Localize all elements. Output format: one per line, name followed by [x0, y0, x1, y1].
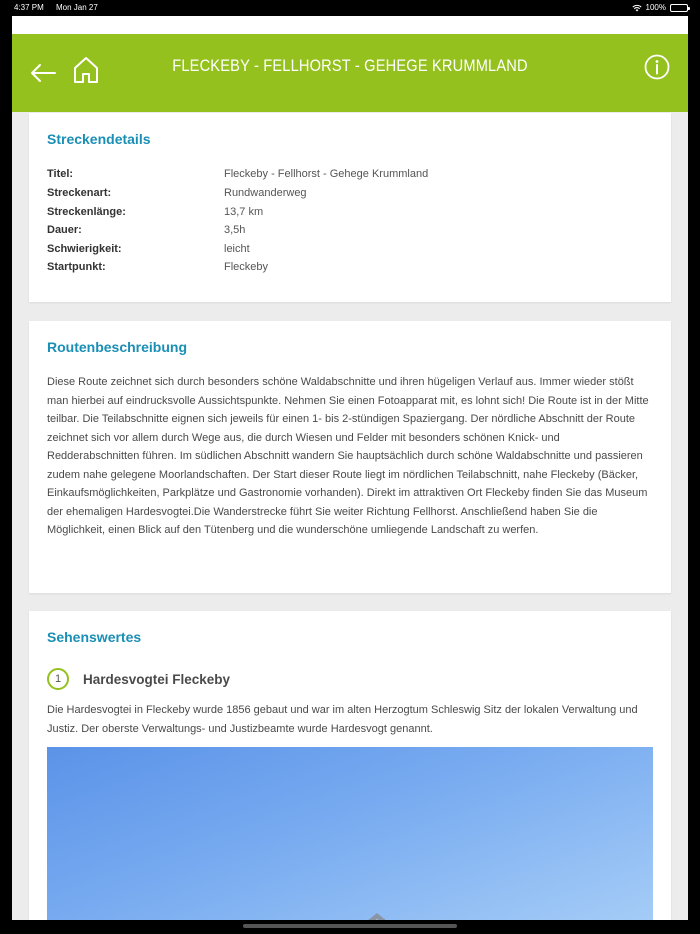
status-right: [632, 3, 688, 12]
detail-value: Fleckeby: [224, 261, 269, 273]
status-bar: [0, 0, 700, 16]
detail-label: Schwierigkeit:: [47, 243, 122, 255]
page-title: FLECKEBY - FELLHORST - GEHEGE KRUMMLAND: [172, 56, 528, 75]
status-date: Mon Jan 27: [56, 3, 98, 12]
detail-value: Rundwanderweg: [224, 187, 307, 199]
poi-photo[interactable]: [47, 747, 653, 920]
battery-icon: [670, 4, 688, 12]
app-screen: [12, 16, 688, 920]
home-icon[interactable]: [72, 55, 100, 85]
building-roof: [355, 909, 399, 920]
detail-label: Streckenlänge:: [47, 206, 126, 218]
app-header: [12, 34, 688, 112]
arrow-left-icon[interactable]: [28, 59, 58, 87]
route-heading: Routenbeschreibung: [47, 339, 188, 355]
detail-label: Streckenart:: [47, 187, 112, 199]
detail-label: Startpunkt:: [47, 261, 106, 273]
detail-value: 3,5h: [224, 224, 246, 236]
sights-heading: Sehenswertes: [47, 629, 142, 645]
detail-value: 13,7 km: [224, 206, 264, 218]
home-indicator[interactable]: [243, 924, 457, 928]
route-description: Diese Route zeichnet sich durch besonders schöne Waldabschnitte und ihren hügeligen Verlauf aus. Immer wieder stößt man hierbei auf eindrucksvolle Aussichtspunkte. Nehmen Sie einen Fotoapparat mit, es lohnt sich! Die Route ist in der Mitte teilbar. Die Teilabschnitte eignen sich jeweils für einen 1- bis 2-stündigen Spaziergang. Der nördliche Abschnitt der Route zeichnet sich vor allem durch Wege aus, die durch Wiesen und Felder mit besonders schönen Knick- und Redderabschnitten führen. Im südlichen Abschnitt wandern Sie hauptsächlich durch schöne Waldabschnitte und passieren zudem nahe gelegene Moorlandschaften. Der Start dieser Route liegt im nördlichen Teilabschnitt, nahe Fleckeby (Bäcker, Einkaufsmöglichkeiten, Parkplätze und Gastronomie vorhanden). Direkt im attraktiven Ort Fleckeby finden Sie das Museum der ehemaligen Hardesvogtei.Die Wanderstrecke führt Sie weiter Richtung Fellhorst. Anschließend haben Sie die Möglichkeit, einen Blick auf den Tütenberg und die wunderschöne umliegende Landschaft zu werfen.: [47, 376, 649, 536]
battery-percent: 100%: [645, 3, 666, 12]
status-time: 4:37 PM: [14, 3, 44, 12]
poi-number-badge: 1: [47, 668, 69, 690]
sights-card: [29, 611, 671, 920]
route-card: [29, 321, 671, 593]
wifi-icon: [632, 4, 642, 12]
info-icon[interactable]: [644, 54, 670, 80]
detail-label: Titel:: [47, 168, 74, 180]
detail-value: Fleckeby - Fellhorst - Gehege Krummland: [224, 168, 429, 180]
top-safe-area: [12, 16, 688, 34]
detail-label: Dauer:: [47, 224, 82, 236]
poi-description: Die Hardesvogtei in Fleckeby wurde 1856 gebaut und war im alten Herzogtum Schleswig Sitz der lokalen Verwaltung und Justiz. Der oberste Verwaltungs- und Justizbeamte wurde Hardesvogt genannt.: [47, 704, 638, 735]
details-heading: Streckendetails: [47, 131, 151, 147]
details-card: [29, 113, 671, 302]
detail-value: leicht: [224, 243, 250, 255]
poi-title[interactable]: Hardesvogtei Fleckeby: [83, 672, 231, 687]
